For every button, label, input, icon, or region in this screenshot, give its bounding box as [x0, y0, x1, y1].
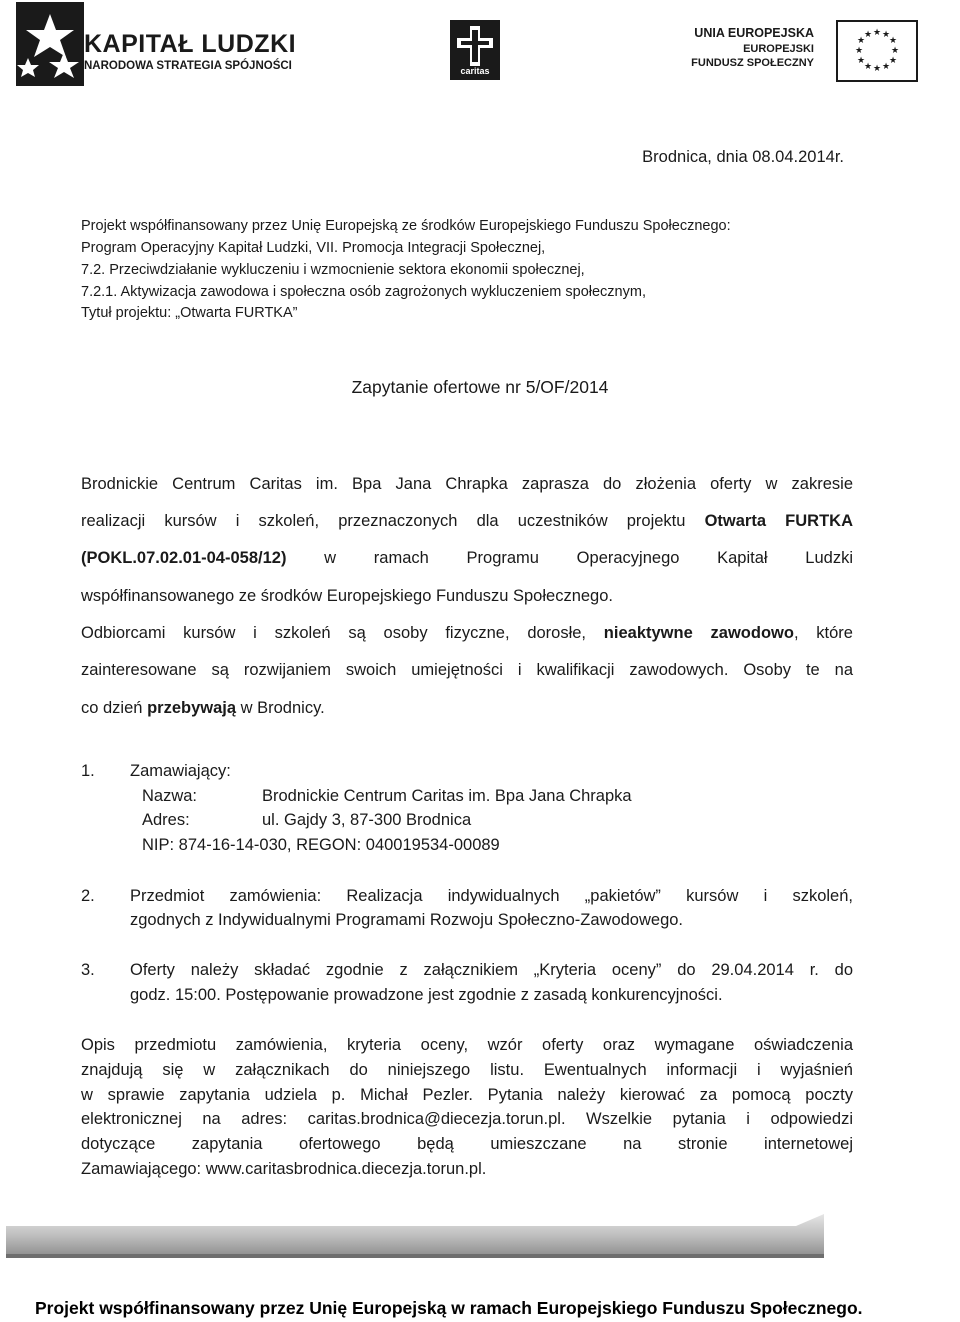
project-info-line-2: Program Operacyjny Kapitał Ludzki, VII. Promocja Integracji Społecznej, [81, 240, 546, 256]
project-title: Tytuł projektu: „Otwarta FURTKA” [81, 305, 298, 321]
svg-text:★: ★ [881, 30, 891, 40]
closing-line-1: Opis przedmiotu zamówienia, kryteria oceny, wzór oferty oraz wymagane oświadczenia [81, 1036, 853, 1054]
ids-line: NIP: 874-16-14-030, REGON: 040019534-00089 [142, 836, 500, 854]
name-value: Brodnickie Centrum Caritas im. Bpa Jana Chrapka [262, 787, 632, 805]
svg-text:★: ★ [888, 36, 898, 46]
section-3-line-1: Oferty należy składać zgodnie z załącznikiem „Kryteria oceny” do 29.04.2014 r. do [130, 961, 853, 979]
name-label: Nazwa: [142, 787, 198, 805]
svg-text:★: ★ [872, 28, 882, 38]
svg-text:★: ★ [881, 62, 891, 72]
eu-flag-icon [836, 20, 918, 82]
paragraph-2-line-3-end: w Brodnicy. [240, 699, 325, 717]
footer-text: Projekt współfinansowany przez Unię Europejską w ramach Europejskiego Funduszu Społecznego. [35, 1298, 863, 1318]
ue-text-block [686, 26, 814, 69]
document-date: Brodnica, dnia 08.04.2014r. [642, 148, 844, 166]
section-2-number: 2. [81, 887, 95, 905]
svg-text:★: ★ [890, 46, 900, 56]
paragraph-1-line-2 [81, 512, 853, 531]
inquiry-title: Zapytanie ofertowe nr 5/OF/2014 [351, 377, 609, 397]
closing-line-2: znajdują się w załącznikach do niniejszego listu. Ewentualnych informacji i wyjaśnień [81, 1061, 853, 1079]
paragraph-2-line-1 [81, 624, 853, 643]
closing-line-4: elektronicznej na adres: caritas.brodnica@diecezja.torun.pl. Wszelkie pytania i odpowiedzi [81, 1110, 853, 1128]
section-2-line-1: Przedmiot zamówienia: Realizacja indywidualnych „pakietów” kursów i szkoleń, [130, 887, 853, 905]
paragraph-2-line-1-end: , które [793, 624, 853, 642]
inactive-bold: nieaktywne zawodowo [603, 624, 794, 642]
footer-decorative-bar [6, 1212, 826, 1260]
address-label: Adres: [142, 811, 190, 829]
paragraph-1-line-4: współfinansowanego ze środków Europejskiego Funduszu Społecznego. [81, 587, 613, 605]
project-info-line-3: 7.2. Przeciwdziałanie wykluczeniu i wzmocnienie sektora ekonomii społecznej, [81, 262, 585, 278]
closing-line-3: w sprawie zapytania udziela p. Michał Pezler. Pytania należy kierować za pomocą poczty [81, 1086, 853, 1104]
section-3-number: 3. [81, 961, 95, 979]
closing-line-5: dotyczące zapytania ofertowego będą umieszczane na stronie internetowej [81, 1135, 853, 1153]
paragraph-1-line-3 [81, 549, 853, 568]
ue-line-1: UNIA EUROPEJSKA [694, 26, 814, 40]
project-info-line-4: 7.2.1. Aktywizacja zawodowa i społeczna osób zagrożonych wykluczeniem społecznym, [81, 284, 646, 300]
paragraph-2-line-3 [81, 699, 325, 718]
ue-line-3: FUNDUSZ SPOŁECZNY [691, 57, 814, 69]
closing-line-6: Zamawiającego: www.caritasbrodnica.diecezja.torun.pl. [81, 1160, 487, 1178]
paragraph-2-line-1-text: Odbiorcami kursów i szkoleń są osoby fizyczne, dorosłe, [81, 624, 587, 642]
svg-text:★: ★ [856, 56, 866, 66]
ue-line-2: EUROPEJSKI [743, 43, 814, 55]
paragraph-1-line-2-text: realizacji kursów i szkoleń, przeznaczonych dla uczestników projektu [81, 512, 686, 530]
paragraph-1-line-3-text: w ramach Programu Operacyjnego Kapitał Ludzki [324, 549, 853, 567]
project-name-bold: Otwarta FURTKA [704, 512, 853, 530]
section-2-line-2: zgodnych z Indywidualnymi Programami Rozwoju Społeczno-Zawodowego. [130, 911, 684, 929]
svg-text:★: ★ [863, 30, 873, 40]
paragraph-1-line-1: Brodnickie Centrum Caritas im. Bpa Jana Chrapka zaprasza do złożenia oferty w zakresie [81, 475, 853, 493]
paragraph-2-line-1-tail [604, 624, 853, 642]
section-1-number: 1. [81, 762, 95, 780]
staying-bold: przebywają [147, 699, 237, 717]
kapital-ludzki-title: KAPITAŁ LUDZKI [84, 30, 297, 58]
svg-text:★: ★ [856, 36, 866, 46]
svg-text:★: ★ [872, 64, 882, 74]
svg-text:★: ★ [888, 56, 898, 66]
project-code-bold: (POKL.07.02.01-04-058/12) [81, 549, 287, 567]
section-1-heading: Zamawiający: [130, 762, 231, 780]
paragraph-2-line-3-text: co dzień [81, 699, 143, 717]
kapital-ludzki-subtitle: NARODOWA STRATEGIA SPÓJNOŚCI [84, 60, 292, 72]
paragraph-2-line-2: zainteresowane są rozwijaniem swoich umiejętności i kwalifikacji zawodowych. Osoby te na [81, 661, 853, 679]
caritas-label: caritas [460, 66, 490, 76]
project-info-line-1: Projekt współfinansowany przez Unię Europejską ze środków Europejskiego Funduszu Społecznego: [81, 218, 731, 234]
section-3-line-2: godz. 15:00. Postępowanie prowadzone jest zgodnie z zasadą konkurencyjności. [130, 986, 723, 1004]
svg-text:★: ★ [854, 46, 864, 56]
svg-text:★: ★ [863, 62, 873, 72]
address-value: ul. Gajdy 3, 87-300 Brodnica [262, 811, 472, 829]
